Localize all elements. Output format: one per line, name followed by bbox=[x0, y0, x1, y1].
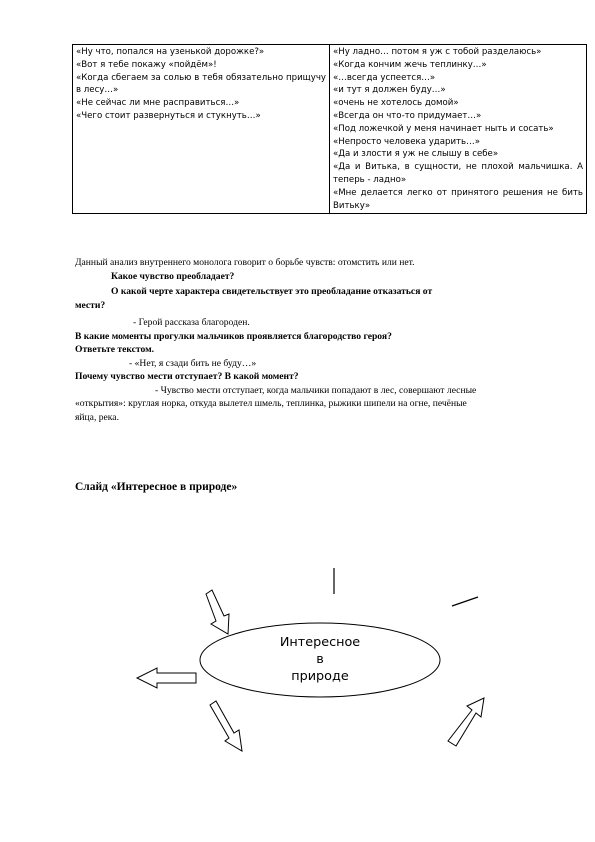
right-quote: «Мне делается легко от принятого решения не бить Витьку» bbox=[333, 187, 583, 211]
answer: «открытия»: круглая норка, откуда вылетел шмель, теплинка, рыжики шипели на огне, печёные bbox=[75, 398, 467, 409]
monologue-table bbox=[72, 44, 587, 214]
analysis-text bbox=[75, 256, 555, 424]
right-quote: «Да и Витька, в сущности, не плохой мальчишка. А теперь - ладно» bbox=[333, 162, 583, 185]
arrow-icon bbox=[210, 701, 242, 751]
center-label bbox=[232, 634, 408, 685]
slide-title: Слайд «Интересное в природе» bbox=[75, 481, 238, 493]
center-label-line: в bbox=[316, 652, 324, 667]
right-quote: «Когда кончим жечь теплинку…» bbox=[333, 59, 487, 70]
left-quote: «Ну что, попался на узенькой дорожке?» bbox=[76, 47, 265, 57]
right-quote: «Под ложечкой у меня начинает ныть и сосать» bbox=[333, 123, 554, 134]
question: Ответьте текстом. bbox=[75, 344, 155, 355]
answer: - «Нет, я сзади бить не буду…» bbox=[129, 357, 257, 369]
paragraph: Данный анализ внутреннего монолога говорит о борьбе чувств: отомстить или нет. bbox=[75, 257, 415, 268]
question: О какой черте характера свидетельствует это преобладание отказаться от bbox=[111, 286, 433, 297]
right-column-cell bbox=[330, 45, 587, 214]
right-quote: «…всегда успеется…» bbox=[333, 72, 436, 83]
left-quote: «Не сейчас ли мне расправиться…» bbox=[76, 98, 240, 109]
left-column-cell bbox=[73, 45, 330, 214]
arrow-icon bbox=[137, 668, 196, 688]
left-quote: «Вот я тебе покажу «пойдём»! bbox=[76, 59, 217, 70]
right-quote: «Да и злости я уж не слышу в себе» bbox=[333, 149, 499, 160]
left-quote: «Чего стоит развернуться и стукнуть…» bbox=[76, 110, 261, 121]
diagonal-line bbox=[452, 597, 478, 606]
arrow-icon bbox=[448, 698, 484, 746]
question: Почему чувство мести отступает? В какой момент? bbox=[75, 371, 299, 382]
right-quote: «и тут я должен буду…» bbox=[333, 85, 446, 96]
right-quote: «Непросто человека ударить…» bbox=[333, 136, 480, 147]
table-row bbox=[73, 45, 587, 214]
arrow-icon bbox=[206, 590, 229, 634]
answer: яйца, река. bbox=[75, 411, 119, 423]
left-quote: «Когда сбегаем за солью в тебя обязательно прищучу в лесу…» bbox=[76, 72, 326, 96]
right-quote: «Всегда он что-то придумает…» bbox=[333, 110, 482, 121]
right-quote: «Ну ладно… потом я уж с тобой разделаюсь» bbox=[333, 47, 542, 57]
question: В какие моменты прогулки мальчиков проявляется благородство героя? bbox=[75, 330, 392, 342]
center-label-line: Интересное bbox=[279, 635, 361, 650]
question: Какое чувство преобладает? bbox=[111, 270, 235, 282]
answer: - Чувство мести отступает, когда мальчики попадают в лес, совершают лесные bbox=[155, 384, 477, 396]
answer: - Герой рассказа благороден. bbox=[133, 317, 250, 328]
center-label-line: природе bbox=[291, 669, 349, 684]
right-quote: «очень не хотелось домой» bbox=[333, 98, 459, 109]
question: мести? bbox=[75, 299, 106, 311]
